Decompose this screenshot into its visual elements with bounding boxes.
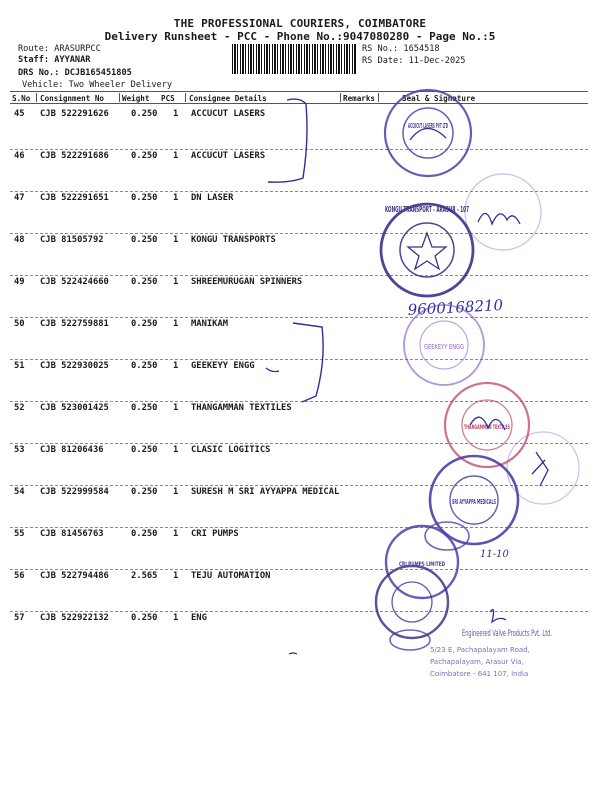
stamp-cri-text: CRI PUMPS LIMITED (399, 560, 446, 568)
col-remarks: Remarks (343, 94, 376, 103)
row-sno: 54 (14, 487, 25, 497)
row-consignment-no: CJB 522759881 (40, 319, 109, 329)
col-divider (378, 93, 379, 102)
row-consignment-no: CJB 522794486 (40, 571, 109, 581)
handwritten-phone: 9600168210 (407, 296, 504, 319)
row-weight: 0.250 (131, 445, 158, 455)
company-title: THE PROFESSIONAL COURIERS, COIMBATORE (173, 17, 427, 30)
row-pcs: 1 (173, 109, 179, 119)
row-consignee: CLASIC LOGITICS (191, 445, 271, 455)
row-sno: 52 (14, 403, 25, 413)
row-consignment-no: CJB 522930025 (40, 361, 109, 371)
table-row (0, 528, 600, 570)
row-consignment-no: CJB 81206436 (40, 445, 104, 455)
row-consignee: THANGAMMAN TEXTILES (191, 403, 292, 413)
row-pcs: 1 (173, 613, 179, 623)
row-consignee: ACCUCUT LASERS (191, 151, 266, 161)
row-weight: 0.250 (131, 277, 158, 287)
row-pcs: 1 (173, 151, 179, 161)
row-sno: 55 (14, 529, 25, 539)
row-weight: 0.250 (131, 613, 158, 623)
table-row (0, 570, 600, 612)
row-consignment-no: CJB 522291626 (40, 109, 109, 119)
row-weight: 0.250 (131, 361, 158, 371)
row-pcs: 1 (173, 235, 179, 245)
row-sno: 45 (14, 109, 25, 119)
row-weight: 0.250 (131, 319, 158, 329)
vehicle-label: Vehicle: Two Wheeler Delivery (22, 80, 173, 90)
row-consignee: SHREEMURUGAN SPINNERS (191, 277, 303, 287)
row-sno: 49 (14, 277, 25, 287)
col-weight: Weight (122, 94, 150, 103)
row-consignee: SURESH M SRI AYYAPPA MEDICAL (191, 487, 340, 497)
stamp-eng-name: Engineered Valve Products Pvt. Ltd. (462, 629, 552, 639)
row-consignment-no: CJB 81456763 (40, 529, 104, 539)
row-pcs: 1 (173, 277, 179, 287)
rs-number: RS No.: 1654518 (362, 44, 440, 54)
row-pcs: 1 (173, 403, 179, 413)
row-pcs: 1 (173, 571, 179, 581)
stamp-accucut-text: ACCUCUT LASERS PVT LTD (408, 122, 449, 130)
col-pcs: PCS (161, 94, 175, 103)
rs-date: RS Date: 11-Dec-2025 (362, 56, 466, 66)
stamp-thangamman-text: THANGAMMAN TEXTILES (464, 423, 511, 431)
table-row (0, 444, 600, 486)
table-row (0, 108, 600, 150)
stamp-geekeyy-text: GEEKEYY ENGG (424, 343, 464, 351)
barcode-image (232, 44, 356, 74)
row-sno: 57 (14, 613, 25, 623)
table-row (0, 402, 600, 444)
col-divider (185, 93, 186, 102)
row-sno: 50 (14, 319, 25, 329)
col-seal-signature: Seal & Signature (402, 94, 476, 103)
col-consignment: Consignment No (40, 94, 105, 103)
row-consignee: TEJU AUTOMATION (191, 571, 271, 581)
row-consignee: ACCUCUT LASERS (191, 109, 266, 119)
row-weight: 0.250 (131, 403, 158, 413)
row-consignment-no: CJB 81505792 (40, 235, 104, 245)
table-row (0, 234, 600, 276)
col-divider (119, 93, 120, 102)
row-consignee: CRI PUMPS (191, 529, 239, 539)
stamp-eng-address-3: Coimbatore - 641 107, India (430, 670, 529, 678)
row-consignee: ENG (191, 613, 207, 623)
row-weight: 0.250 (131, 151, 158, 161)
row-pcs: 1 (173, 361, 179, 371)
row-pcs: 1 (173, 193, 179, 203)
row-pcs: 1 (173, 319, 179, 329)
row-consignment-no: CJB 522999584 (40, 487, 109, 497)
row-weight: 0.250 (131, 109, 158, 119)
row-consignee: KONGU TRANSPORTS (191, 235, 276, 245)
table-row (0, 612, 600, 654)
table-row (0, 192, 600, 234)
row-consignee: GEEKEYY ENGG (191, 361, 255, 371)
handwritten-time: 11-10 (480, 549, 509, 560)
row-sno: 53 (14, 445, 25, 455)
row-sno: 48 (14, 235, 25, 245)
row-weight: 2.565 (131, 571, 158, 581)
row-weight: 0.250 (131, 529, 158, 539)
route-label: Route: ARASURPCC (18, 44, 101, 54)
col-divider (340, 93, 341, 102)
drs-number: DRS No.: DCJB165451805 (18, 68, 132, 78)
row-consignment-no: CJB 522291686 (40, 151, 109, 161)
table-row (0, 276, 600, 318)
row-consignee: MANIKAM (191, 319, 229, 329)
row-pcs: 1 (173, 487, 179, 497)
row-weight: 0.250 (131, 193, 158, 203)
row-sno: 47 (14, 193, 25, 203)
row-sno: 46 (14, 151, 25, 161)
row-consignment-no: CJB 523001425 (40, 403, 109, 413)
stamp-ayyappa-text: SRI AYYAPPA MEDICALS (452, 498, 496, 506)
row-consignment-no: CJB 522922132 (40, 613, 109, 623)
stamp-kongu-text: KONGU TRANSPORT - ARASUR - 107 (385, 205, 469, 214)
header-bottom-rule (10, 103, 588, 104)
table-row (0, 150, 600, 192)
col-consignee: Consignee Details (189, 94, 267, 103)
row-consignment-no: CJB 522424660 (40, 277, 109, 287)
header-top-rule (10, 91, 588, 92)
col-divider (36, 93, 37, 102)
table-row (0, 486, 600, 528)
row-pcs: 1 (173, 445, 179, 455)
stamp-eng-address-1: 5/23 E, Pachapalayam Road, (430, 646, 530, 654)
staff-label: Staff: AYYANAR (18, 55, 91, 65)
col-sno: S.No (12, 94, 31, 103)
row-pcs: 1 (173, 529, 179, 539)
table-row (0, 318, 600, 360)
runsheet-subtitle: Delivery Runsheet - PCC - Phone No.:9047080280 - Page No.:5 (104, 30, 496, 43)
stamp-eng-address-2: Pachapalayam, Arasur Via, (430, 658, 524, 666)
row-weight: 0.250 (131, 487, 158, 497)
row-sno: 51 (14, 361, 25, 371)
table-row (0, 360, 600, 402)
row-consignee: DN LASER (191, 193, 234, 203)
row-weight: 0.250 (131, 235, 158, 245)
row-consignment-no: CJB 522291651 (40, 193, 109, 203)
row-sno: 56 (14, 571, 25, 581)
